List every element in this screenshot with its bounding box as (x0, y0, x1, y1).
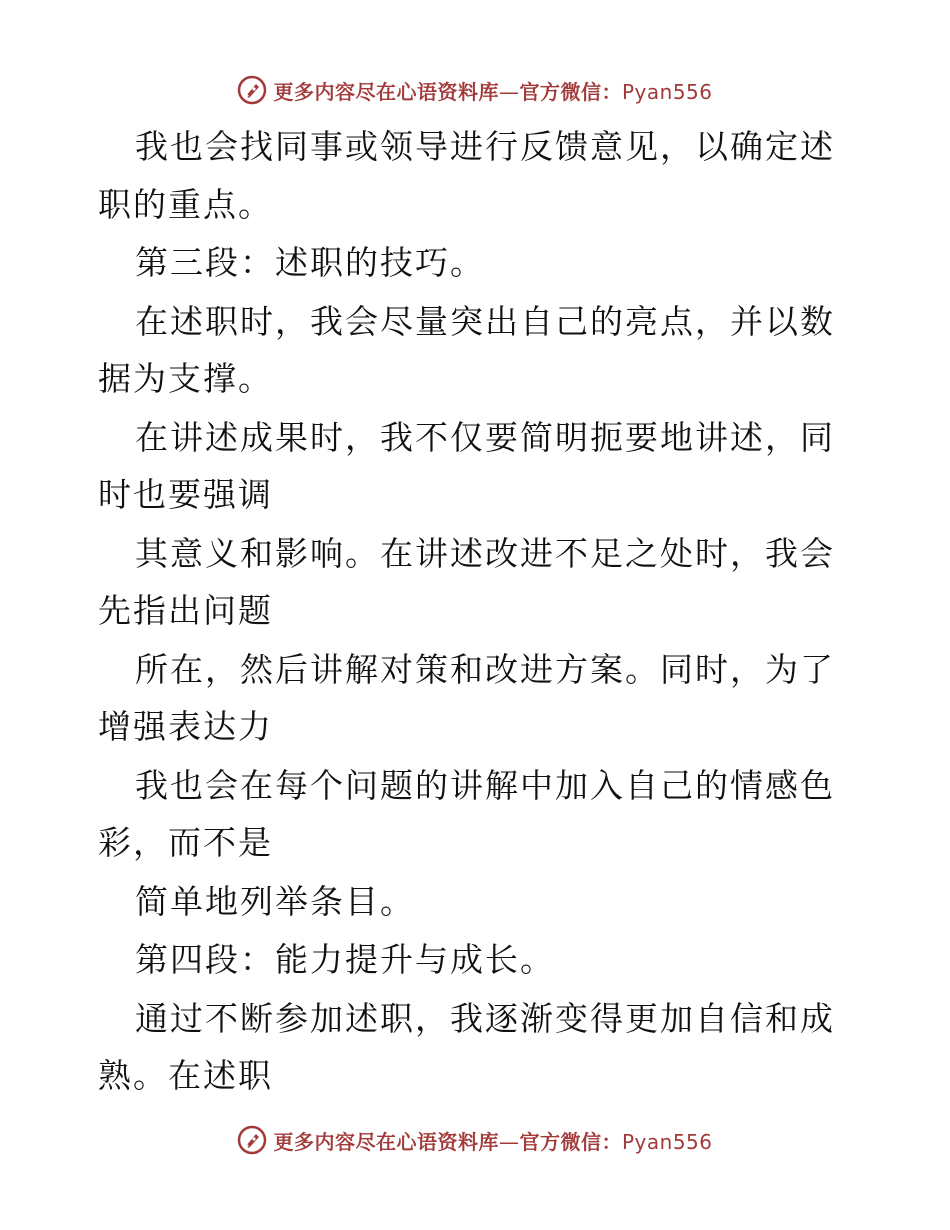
paragraph: 通过不断参加述职，我逐渐变得更加自信和成熟。在述职 (98, 998, 835, 1095)
footer-banner-text (273, 1126, 712, 1155)
footer-banner (0, 1122, 950, 1158)
paragraph: 在述职时，我会尽量突出自己的亮点，并以数据为支撑。 (98, 301, 835, 398)
footer-banner-dash: — (498, 1129, 520, 1154)
footer-banner-wechat-label: 官方微信： (519, 1129, 622, 1154)
paragraph: 所在，然后讲解对策和改进方案。同时，为了增强表达力 (98, 649, 835, 746)
footer-banner-wechat-id: Pyan556 (621, 1129, 713, 1154)
header-banner-dash: — (498, 79, 520, 104)
pen-nib-logo-icon (237, 75, 267, 105)
header-banner (0, 72, 950, 108)
pen-nib-logo-icon (237, 1125, 267, 1155)
paragraph: 我也会在每个问题的讲解中加入自己的情感色彩，而不是 (98, 765, 835, 862)
section-heading: 第四段：能力提升与成长。 (135, 940, 555, 979)
header-banner-wechat-id: Pyan556 (621, 79, 713, 104)
section-heading: 第三段：述职的技巧。 (135, 243, 485, 282)
footer-banner-title: 更多内容尽在心语资料库 (273, 1129, 499, 1154)
document-body (98, 118, 858, 1106)
paragraph: 其意义和影响。在讲述改进不足之处时，我会先指出问题 (98, 533, 835, 630)
paragraph: 简单地列举条目。 (135, 881, 415, 921)
header-banner-text (273, 76, 712, 105)
paragraph: 在讲述成果时，我不仅要简明扼要地讲述，同时也要强调 (98, 417, 835, 514)
header-banner-title: 更多内容尽在心语资料库 (273, 79, 499, 104)
paragraph: 我也会找同事或领导进行反馈意见，以确定述职的重点。 (98, 127, 835, 224)
header-banner-wechat-label: 官方微信： (519, 79, 622, 104)
